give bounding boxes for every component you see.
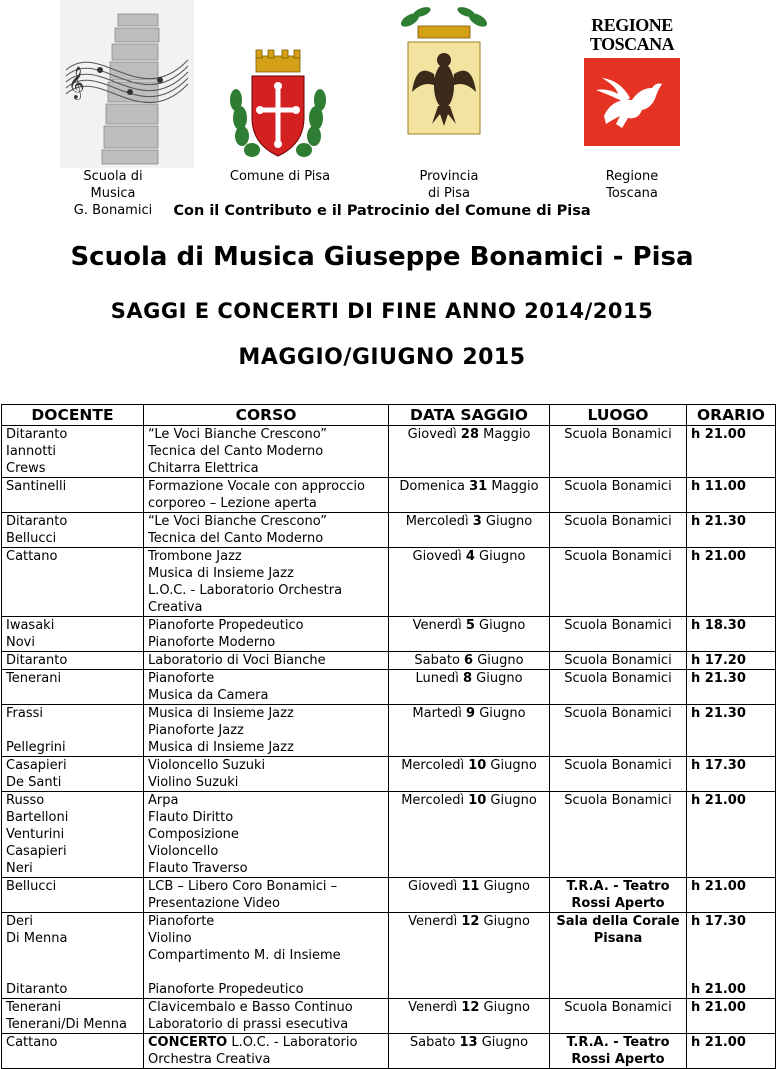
event-title: SAGGI E CONCERTI DI FINE ANNO 2014/2015	[110, 299, 654, 323]
table-row	[2, 913, 776, 999]
cell-luogo: Scuola Bonamici	[550, 478, 687, 513]
cell-luogo: Scuola Bonamici	[550, 757, 687, 792]
cell-docente: Cattano	[2, 548, 144, 617]
pisa-coat-of-arms-icon	[226, 48, 330, 166]
corso-text: Laboratorio di Voci Bianche	[148, 653, 326, 668]
cell-corso	[144, 548, 389, 617]
date-month: Giugno	[479, 1000, 530, 1015]
date-day: Giovedì	[407, 427, 461, 442]
regione-toscana-logo	[582, 16, 682, 148]
regione-logo-text: REGIONE TOSCANA	[589, 15, 675, 54]
cell-luogo: Scuola Bonamici	[550, 426, 687, 478]
cell-corso	[144, 652, 389, 670]
logo-caption-provincia: Provincia di Pisa	[419, 169, 479, 201]
corso-text: Arpa Flauto Diritto Composizione Violoncello Flauto Traverso	[148, 793, 248, 876]
corso-text: Pianoforte Violino Compartimento M. di Insieme Pianoforte Propedeutico	[148, 914, 341, 997]
cell-docente: Casapieri De Santi	[2, 757, 144, 792]
cell-corso	[144, 426, 389, 478]
date-number: 12	[461, 1000, 480, 1015]
date-number: 28	[460, 427, 480, 442]
cell-orario: h 17.20	[687, 652, 776, 670]
table-row	[2, 705, 776, 757]
cell-data-saggio	[389, 1034, 550, 1069]
corso-text: Clavicembalo e Basso Continuo Laboratorio di prassi esecutiva	[148, 1000, 353, 1032]
cell-orario: h 17.30 h 21.00	[687, 913, 776, 999]
date-number: 9	[466, 706, 476, 721]
cell-corso	[144, 1034, 389, 1069]
cell-luogo: Scuola Bonamici	[550, 652, 687, 670]
cell-corso	[144, 478, 389, 513]
cell-docente: Ditaranto Iannotti Crews	[2, 426, 144, 478]
cell-orario: h 21.30	[687, 670, 776, 705]
date-day: Sabato	[409, 1035, 460, 1050]
date-day: Mercoledì	[401, 793, 469, 808]
table-row	[2, 757, 776, 792]
cell-data-saggio	[389, 617, 550, 652]
date-month: Giugno	[486, 793, 537, 808]
date-day: Venerdì	[412, 618, 466, 633]
cell-data-saggio	[389, 705, 550, 757]
cell-luogo: Scuola Bonamici	[550, 792, 687, 878]
table-row	[2, 878, 776, 913]
cell-corso	[144, 792, 389, 878]
date-day: Sabato	[414, 653, 465, 668]
schedule-rows	[2, 426, 776, 1069]
date-number: 10	[468, 793, 487, 808]
date-month: Giugno	[477, 1035, 529, 1050]
logo-caption-comune: Comune di Pisa	[229, 169, 331, 184]
date-number: 8	[462, 671, 473, 686]
table-header-row	[2, 405, 776, 426]
date-number: 12	[461, 914, 480, 929]
cell-luogo: Scuola Bonamici	[550, 999, 687, 1034]
cell-luogo: Scuola Bonamici	[550, 670, 687, 705]
corso-text: Formazione Vocale con approccio corporeo – Lezione aperta	[148, 479, 365, 511]
cell-docente: Ditaranto Bellucci	[2, 513, 144, 548]
cell-data-saggio	[389, 426, 550, 478]
cell-orario: h 17.30	[687, 757, 776, 792]
cell-orario: h 21.00	[687, 548, 776, 617]
corso-highlight: CONCERTO	[148, 1035, 228, 1050]
cell-corso	[144, 513, 389, 548]
table-row	[2, 1034, 776, 1069]
cell-orario: h 21.00	[687, 792, 776, 878]
date-day: Venerdì	[408, 914, 462, 929]
date-number: 10	[468, 758, 487, 773]
date-month: Giugno	[486, 758, 537, 773]
corso-text: Pianoforte Musica da Camera	[148, 671, 269, 703]
table-row	[2, 652, 776, 670]
corso-text: Musica di Insieme Jazz Pianoforte Jazz Musica di Insieme Jazz	[148, 706, 294, 755]
header-luogo: LUOGO	[550, 405, 687, 426]
period-title: MAGGIO/GIUGNO 2015	[238, 345, 526, 370]
table-row	[2, 617, 776, 652]
cell-docente: Bellucci	[2, 878, 144, 913]
date-month: Maggio	[479, 427, 531, 442]
cell-data-saggio	[389, 999, 550, 1034]
cell-corso	[144, 705, 389, 757]
province-eagle-crest-icon	[396, 2, 492, 136]
cell-data-saggio	[389, 670, 550, 705]
date-number: 13	[459, 1035, 478, 1050]
cell-data-saggio	[389, 878, 550, 913]
date-day: Mercoledì	[405, 514, 473, 529]
date-month: Giugno	[479, 914, 530, 929]
cell-orario: h 11.00	[687, 478, 776, 513]
logo-caption-regione: Regione Toscana	[605, 169, 659, 201]
cell-docente: Deri Di Menna Ditaranto	[2, 913, 144, 999]
date-day: Domenica	[399, 479, 470, 494]
cell-orario: h 21.00	[687, 878, 776, 913]
cell-docente: Tenerani	[2, 670, 144, 705]
cell-data-saggio	[389, 757, 550, 792]
corso-text: “Le Voci Bianche Crescono” Tecnica del Canto Moderno	[148, 514, 327, 546]
cell-data-saggio	[389, 792, 550, 878]
cell-docente: Russo Bartelloni Venturini Casapieri Neri	[2, 792, 144, 878]
cell-corso	[144, 999, 389, 1034]
cell-luogo: Scuola Bonamici	[550, 617, 687, 652]
cell-luogo: T.R.A. - Teatro Rossi Aperto	[550, 878, 687, 913]
school-title: Scuola di Musica Giuseppe Bonamici - Pisa	[70, 242, 694, 272]
cell-data-saggio	[389, 478, 550, 513]
table-row	[2, 513, 776, 548]
table-row	[2, 670, 776, 705]
date-month: Maggio	[487, 479, 539, 494]
contribution-line: Con il Contributo e il Patrocinio del Comune di Pisa	[173, 203, 591, 219]
date-number: 31	[469, 479, 488, 494]
cell-docente: Santinelli	[2, 478, 144, 513]
cell-orario: h 21.30	[687, 705, 776, 757]
table-row	[2, 548, 776, 617]
date-number: 11	[461, 879, 480, 894]
date-month: Giugno	[474, 549, 526, 564]
cell-orario: h 21.00	[687, 1034, 776, 1069]
date-month: Giugno	[481, 514, 533, 529]
cell-orario: h 18.30	[687, 617, 776, 652]
date-number: 4	[465, 549, 475, 564]
cell-corso	[144, 878, 389, 913]
cell-luogo: Scuola Bonamici	[550, 705, 687, 757]
cell-orario: h 21.00	[687, 999, 776, 1034]
date-month: Giugno	[475, 706, 526, 721]
header-corso: CORSO	[144, 405, 389, 426]
table-row	[2, 478, 776, 513]
music-school-tower-logo-icon	[60, 0, 194, 168]
date-day: Martedì	[412, 706, 467, 721]
date-day: Giovedì	[408, 879, 462, 894]
date-number: 6	[464, 653, 474, 668]
date-day: Venerdì	[408, 1000, 462, 1015]
table-row	[2, 426, 776, 478]
cell-corso	[144, 670, 389, 705]
cell-data-saggio	[389, 513, 550, 548]
header-data-saggio: DATA SAGGIO	[389, 405, 550, 426]
date-day: Giovedì	[412, 549, 466, 564]
table-row	[2, 999, 776, 1034]
cell-luogo: T.R.A. - Teatro Rossi Aperto	[550, 1034, 687, 1069]
corso-text: L.O.C. - Laboratorio Orchestra Creativa	[148, 1035, 358, 1067]
date-month: Giugno	[479, 879, 530, 894]
cell-data-saggio	[389, 548, 550, 617]
corso-text: “Le Voci Bianche Crescono” Tecnica del Canto Moderno Chitarra Elettrica	[148, 427, 327, 476]
cell-orario: h 21.30	[687, 513, 776, 548]
cell-corso	[144, 757, 389, 792]
cell-docente: Frassi Pellegrini	[2, 705, 144, 757]
table-row	[2, 792, 776, 878]
header-orario: ORARIO	[687, 405, 776, 426]
date-month: Giugno	[472, 671, 523, 686]
cell-luogo: Scuola Bonamici	[550, 513, 687, 548]
cell-corso	[144, 617, 389, 652]
logo-caption-scuola: Scuola di Musica G. Bonamici	[73, 169, 153, 218]
corso-text: Pianoforte Propedeutico Pianoforte Moderno	[148, 618, 304, 650]
corso-text: Trombone Jazz Musica di Insieme Jazz L.O.C. - Laboratorio Orchestra Creativa	[148, 549, 343, 615]
schedule-table	[1, 404, 776, 1069]
date-day: Lunedì	[415, 671, 463, 686]
cell-luogo: Sala della Corale Pisana	[550, 913, 687, 999]
cell-orario: h 21.00	[687, 426, 776, 478]
cell-luogo: Scuola Bonamici	[550, 548, 687, 617]
cell-data-saggio	[389, 652, 550, 670]
cell-docente: Ditaranto	[2, 652, 144, 670]
regione-toscana-pegasus-icon	[582, 58, 682, 148]
date-day: Mercoledì	[401, 758, 469, 773]
corso-text: LCB – Libero Coro Bonamici – Presentazione Video	[148, 879, 338, 911]
cell-corso	[144, 913, 389, 999]
cell-docente: Cattano	[2, 1034, 144, 1069]
corso-text: Violoncello Suzuki Violino Suzuki	[148, 758, 266, 790]
header-docente: DOCENTE	[2, 405, 144, 426]
date-month: Giugno	[473, 653, 524, 668]
date-number: 5	[465, 618, 475, 633]
date-month: Giugno	[474, 618, 526, 633]
cell-data-saggio	[389, 913, 550, 999]
cell-docente: Tenerani Tenerani/Di Menna	[2, 999, 144, 1034]
cell-docente: Iwasaki Novi	[2, 617, 144, 652]
svg-text:𝄞: 𝄞	[68, 66, 85, 99]
date-number: 3	[472, 514, 482, 529]
